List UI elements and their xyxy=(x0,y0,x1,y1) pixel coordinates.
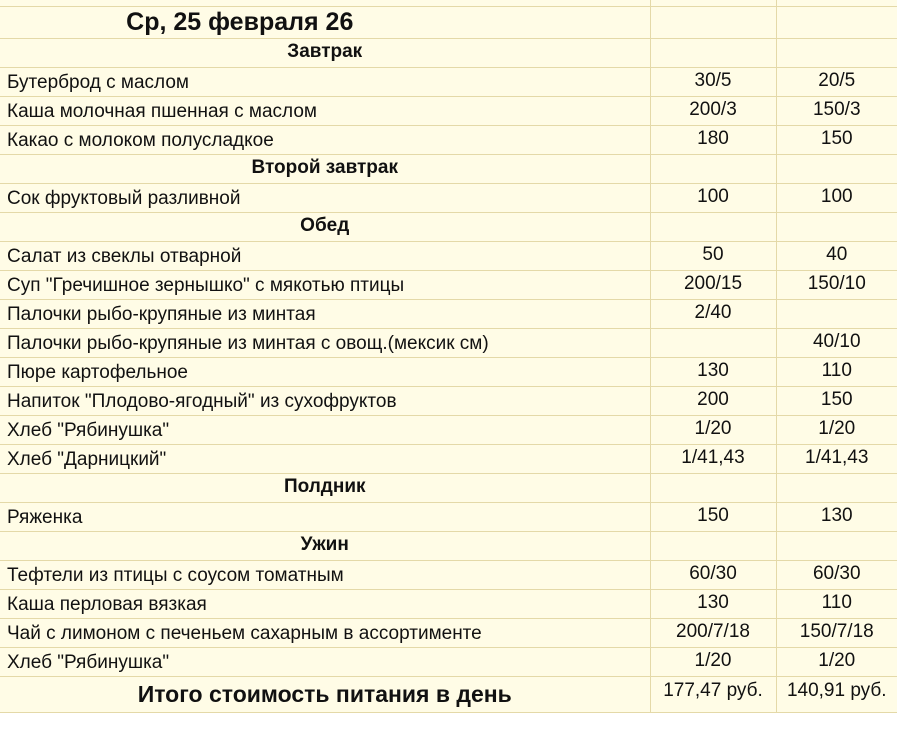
dish-name: Сок фруктовый разливной xyxy=(0,183,650,212)
portion-value-col2: 60/30 xyxy=(776,560,897,589)
portion-value-col2: 150 xyxy=(776,125,897,154)
section-header-row xyxy=(0,212,897,241)
dish-name: Хлеб "Дарницкий" xyxy=(0,444,650,473)
section-empty-cell xyxy=(650,531,776,560)
portion-value-col1: 30/5 xyxy=(650,67,776,96)
menu-item-row xyxy=(0,589,897,618)
section-empty-cell xyxy=(650,212,776,241)
dish-name: Хлеб "Рябинушка" xyxy=(0,647,650,676)
dish-name: Каша молочная пшенная с маслом xyxy=(0,96,650,125)
menu-item-row xyxy=(0,241,897,270)
portion-value-col1: 200/15 xyxy=(650,270,776,299)
dish-name: Пюре картофельное xyxy=(0,357,650,386)
dish-name: Салат из свеклы отварной xyxy=(0,241,650,270)
section-title: Завтрак xyxy=(0,38,650,67)
portion-value-col1: 60/30 xyxy=(650,560,776,589)
section-empty-cell xyxy=(776,531,897,560)
portion-value-col2: 110 xyxy=(776,357,897,386)
portion-value-col1: 100 xyxy=(650,183,776,212)
section-title: Ужин xyxy=(0,531,650,560)
section-title: Обед xyxy=(0,212,650,241)
section-empty-cell xyxy=(650,38,776,67)
portion-value-col2: 40/10 xyxy=(776,328,897,357)
dish-name: Напиток "Плодово-ягодный" из сухофруктов xyxy=(0,386,650,415)
menu-item-row xyxy=(0,560,897,589)
portion-value-col2: 150 xyxy=(776,386,897,415)
menu-item-row xyxy=(0,183,897,212)
section-empty-cell xyxy=(776,38,897,67)
portion-value-col1: 130 xyxy=(650,357,776,386)
menu-item-row xyxy=(0,125,897,154)
portion-value-col1: 200/7/18 xyxy=(650,618,776,647)
dish-name: Тефтели из птицы с соусом томатным xyxy=(0,560,650,589)
portion-value-col1: 200 xyxy=(650,386,776,415)
portion-value-col2: 130 xyxy=(776,502,897,531)
portion-value-col1: 1/20 xyxy=(650,415,776,444)
total-label: Итого стоимость питания в день xyxy=(0,676,650,712)
section-empty-cell xyxy=(776,212,897,241)
portion-value-col2: 150/10 xyxy=(776,270,897,299)
menu-item-row xyxy=(0,270,897,299)
dish-name: Палочки рыбо-крупяные из минтая с овощ.(мексик см) xyxy=(0,328,650,357)
dish-name: Бутерброд с маслом xyxy=(0,67,650,96)
portion-value-col1: 150 xyxy=(650,502,776,531)
portion-value-col1: 200/3 xyxy=(650,96,776,125)
portion-value-col2 xyxy=(776,299,897,328)
date-title: Ср, 25 февраля 26 xyxy=(0,6,650,38)
section-empty-cell xyxy=(650,154,776,183)
section-title: Полдник xyxy=(0,473,650,502)
portion-value-col2: 1/41,43 xyxy=(776,444,897,473)
section-empty-cell xyxy=(650,473,776,502)
portion-value-col1: 50 xyxy=(650,241,776,270)
title-row xyxy=(0,6,897,38)
portion-value-col1: 1/41,43 xyxy=(650,444,776,473)
dish-name: Ряженка xyxy=(0,502,650,531)
section-header-row xyxy=(0,531,897,560)
total-cost-col2: 140,91 руб. xyxy=(776,676,897,712)
dish-name: Суп "Гречишное зернышко" с мякотью птицы xyxy=(0,270,650,299)
menu-item-row xyxy=(0,618,897,647)
menu-item-row xyxy=(0,96,897,125)
section-empty-cell xyxy=(776,154,897,183)
portion-value-col2: 1/20 xyxy=(776,647,897,676)
portion-value-col2: 100 xyxy=(776,183,897,212)
section-title: Второй завтрак xyxy=(0,154,650,183)
section-empty-cell xyxy=(776,473,897,502)
menu-item-row xyxy=(0,444,897,473)
dish-name: Чай с лимоном с печеньем сахарным в ассортименте xyxy=(0,618,650,647)
menu-item-row xyxy=(0,415,897,444)
dish-name: Хлеб "Рябинушка" xyxy=(0,415,650,444)
portion-value-col1: 1/20 xyxy=(650,647,776,676)
menu-item-row xyxy=(0,386,897,415)
portion-value-col1 xyxy=(650,328,776,357)
dish-name: Какао с молоком полусладкое xyxy=(0,125,650,154)
portion-value-col2: 150/3 xyxy=(776,96,897,125)
portion-value-col2: 20/5 xyxy=(776,67,897,96)
menu-item-row xyxy=(0,357,897,386)
menu-item-row xyxy=(0,299,897,328)
menu-item-row xyxy=(0,647,897,676)
portion-value-col1: 130 xyxy=(650,589,776,618)
dish-name: Палочки рыбо-крупяные из минтая xyxy=(0,299,650,328)
portion-value-col2: 1/20 xyxy=(776,415,897,444)
total-cost-col1: 177,47 руб. xyxy=(650,676,776,712)
menu-item-row xyxy=(0,328,897,357)
menu-item-row xyxy=(0,502,897,531)
section-header-row xyxy=(0,154,897,183)
total-row xyxy=(0,676,897,712)
portion-value-col1: 180 xyxy=(650,125,776,154)
menu-item-row xyxy=(0,67,897,96)
portion-value-col1: 2/40 xyxy=(650,299,776,328)
portion-value-col2: 150/7/18 xyxy=(776,618,897,647)
section-header-row xyxy=(0,38,897,67)
title-empty-cell xyxy=(776,6,897,38)
portion-value-col2: 110 xyxy=(776,589,897,618)
dish-name: Каша перловая вязкая xyxy=(0,589,650,618)
title-empty-cell xyxy=(650,6,776,38)
section-header-row xyxy=(0,473,897,502)
portion-value-col2: 40 xyxy=(776,241,897,270)
